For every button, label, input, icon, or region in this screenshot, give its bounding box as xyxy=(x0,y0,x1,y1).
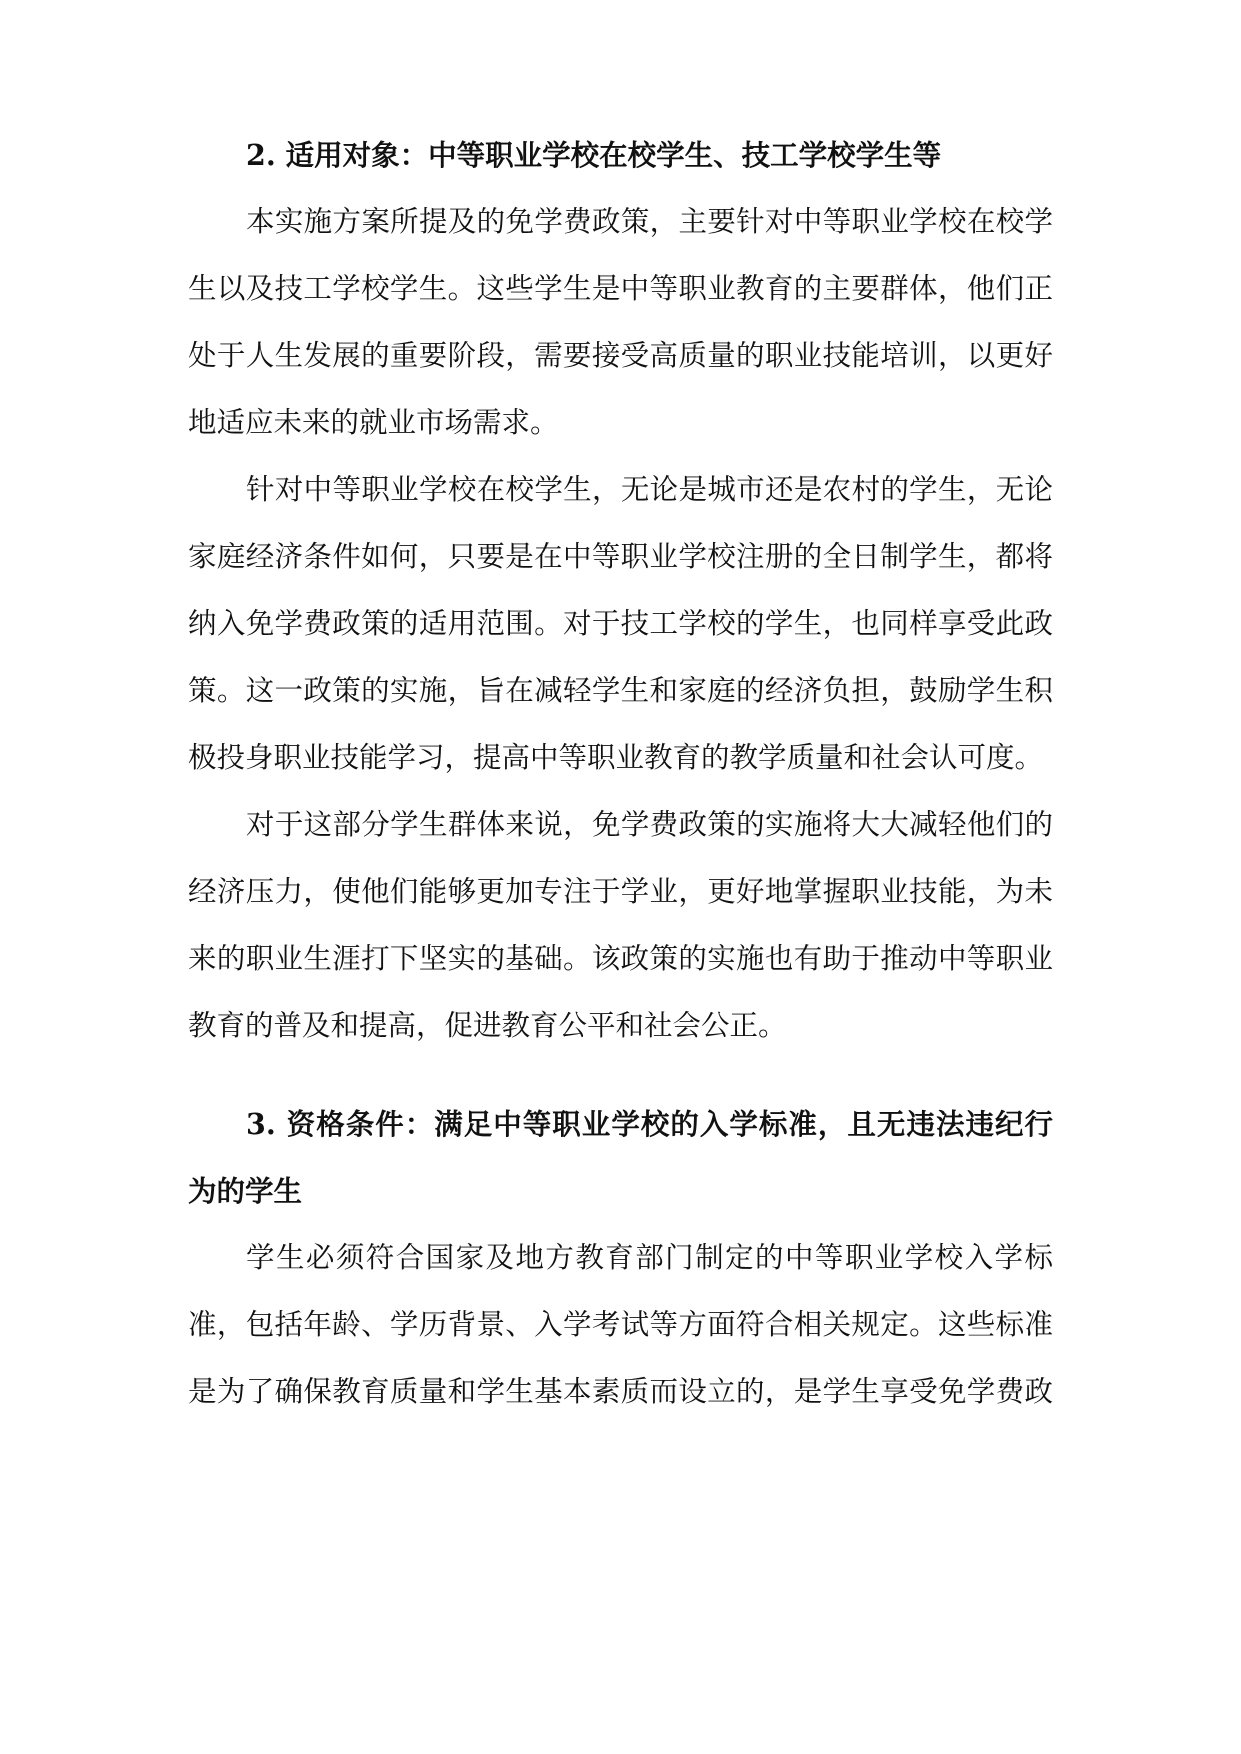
paragraph-line: 本实施方案所提及的免学费政策，主要针对中等职业学校在校学 xyxy=(246,205,1053,238)
paragraph-line: 极投身职业技能学习，提高中等职业教育的教学质量和社会认可度。 xyxy=(188,741,1044,774)
section-heading-continued: 为的学生 xyxy=(188,1174,303,1208)
paragraph-line: 地适应未来的就业市场需求。 xyxy=(188,406,559,439)
section-heading: 2. 适用对象：中等职业学校在校学生、技工学校学生等 xyxy=(246,138,942,172)
paragraph-line: 准，包括年龄、学历背景、入学考试等方面符合相关规定。这些标准 xyxy=(188,1308,1053,1341)
paragraph-line: 针对中等职业学校在校学生，无论是城市还是农村的学生，无论 xyxy=(246,473,1053,506)
paragraph-line: 处于人生发展的重要阶段，需要接受高质量的职业技能培训，以更好 xyxy=(188,339,1053,372)
paragraph-line: 来的职业生涯打下坚实的基础。该政策的实施也有助于推动中等职业 xyxy=(188,942,1053,975)
paragraph-line: 是为了确保教育质量和学生基本素质而设立的，是学生享受免学费政 xyxy=(188,1375,1053,1408)
paragraph-line: 策。这一政策的实施，旨在减轻学生和家庭的经济负担，鼓励学生积 xyxy=(188,674,1053,707)
paragraph-line: 家庭经济条件如何，只要是在中等职业学校注册的全日制学生，都将 xyxy=(188,540,1053,573)
paragraph-line: 纳入免学费政策的适用范围。对于技工学校的学生，也同样享受此政 xyxy=(188,607,1053,640)
paragraph-line: 教育的普及和提高，促进教育公平和社会公正。 xyxy=(188,1009,787,1042)
paragraph-line: 经济压力，使他们能够更加专注于学业，更好地掌握职业技能，为未 xyxy=(188,875,1053,908)
paragraph-line: 生以及技工学校学生。这些学生是中等职业教育的主要群体，他们正 xyxy=(188,272,1053,305)
section-heading: 3. 资格条件：满足中等职业学校的入学标准，且无违法违纪行 xyxy=(246,1107,1053,1141)
paragraph-line: 学生必须符合国家及地方教育部门制定的中等职业学校入学标 xyxy=(246,1241,1053,1274)
paragraph-line: 对于这部分学生群体来说，免学费政策的实施将大大减轻他们的 xyxy=(246,808,1053,841)
